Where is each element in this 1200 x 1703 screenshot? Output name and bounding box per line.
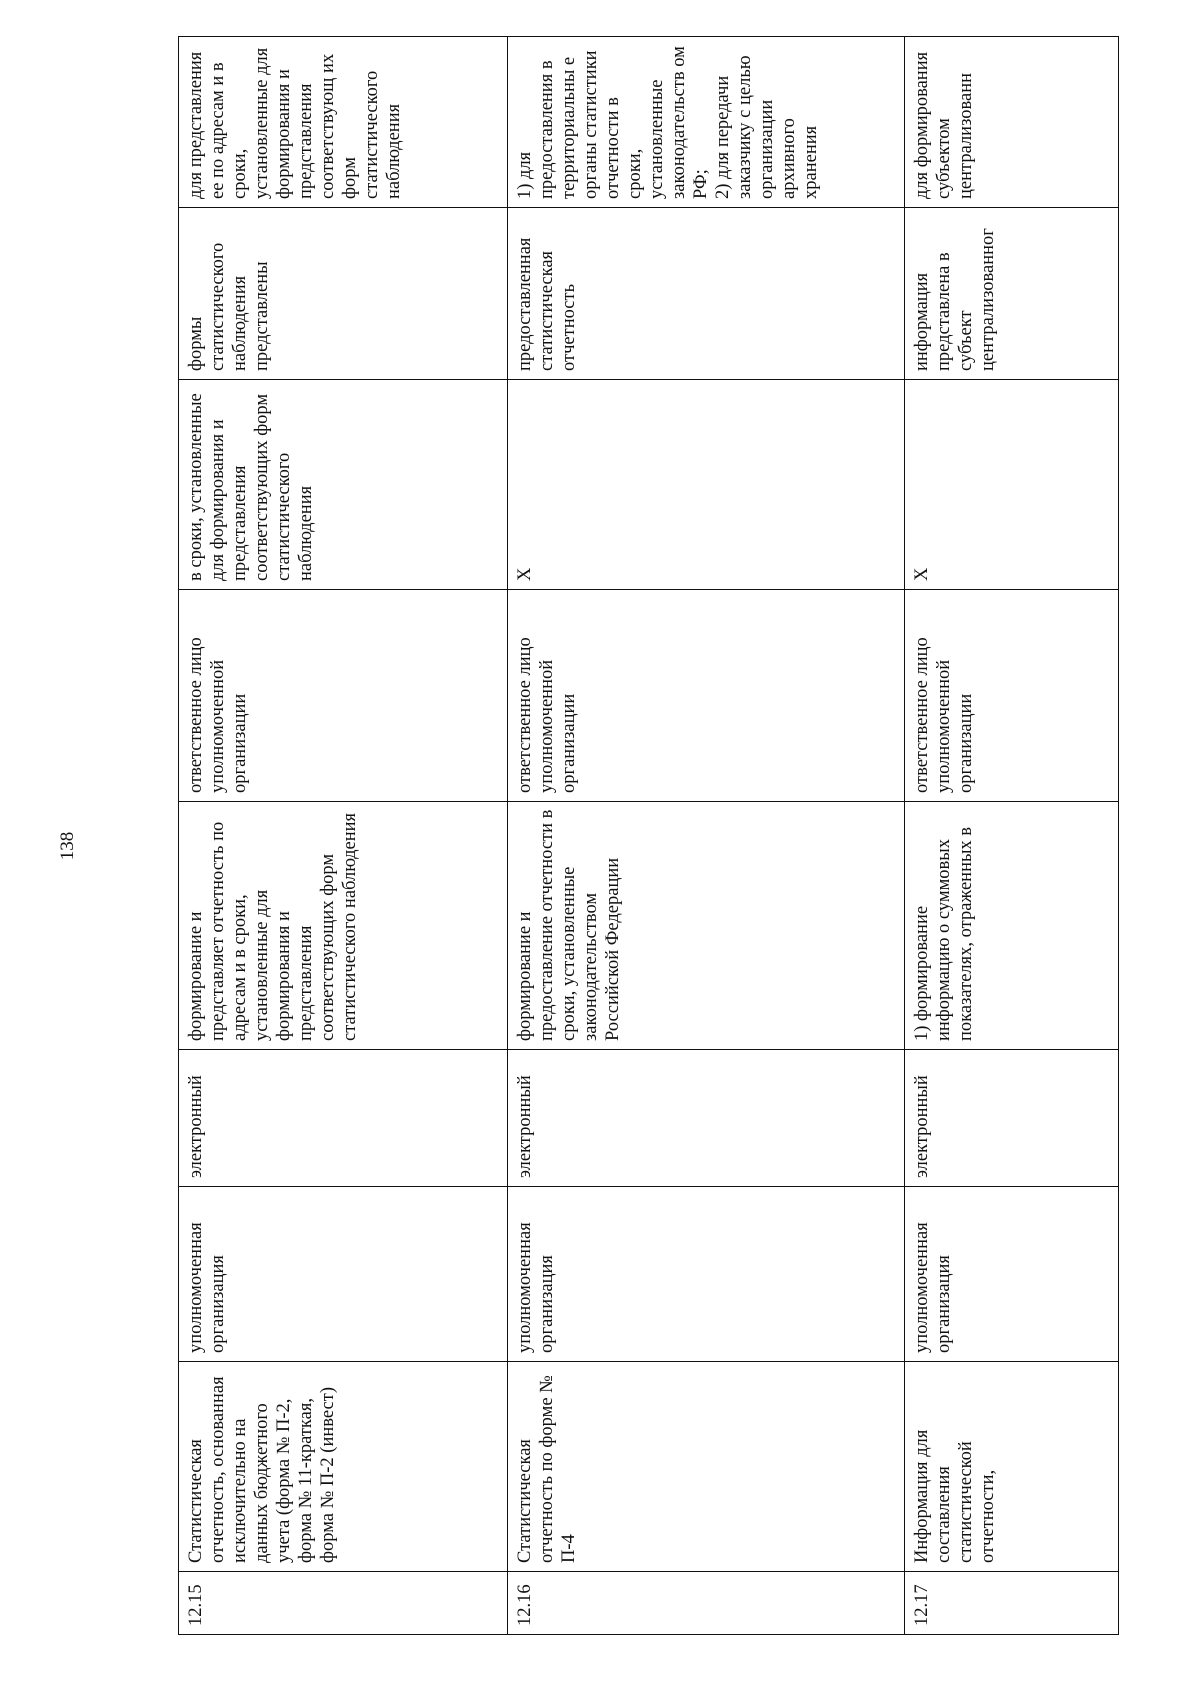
procedure-cell: формирование и предоставление отчетности в сроки, установленные законодательством Российской Федерации xyxy=(508,802,905,1050)
responsible-cell: ответственное лицо уполномоченной организации xyxy=(905,590,1119,802)
result-cell: предоставленная статистическая отчетность xyxy=(508,208,905,380)
usage-cell: 1) для предоставления в территориальны е органы статистики отчетности в сроки, установленные законодательств ом РФ; 2) для передачи заказчику с целью организации архивного хранения xyxy=(508,37,905,208)
deadline-cell: в сроки, установленные для формирования и представления соответствующих форм статистического наблюдения xyxy=(179,380,508,590)
document-name-cell: Статистическая отчетность по форме № П-4 xyxy=(508,1362,905,1572)
row-number-cell: 12.16 xyxy=(508,1572,905,1635)
rotated-table-sheet xyxy=(178,37,1097,1635)
source-cell: уполномоченная организация xyxy=(905,1187,1119,1362)
document-name-cell: Статистическая отчетность, основанная исключительно на данных бюджетного учета (форма № П-2, форма № 11-краткая, форма № П-2 (инвест) xyxy=(179,1362,508,1572)
table-row xyxy=(508,37,905,1635)
result-cell: формы статистического наблюдения представлены xyxy=(179,208,508,380)
page-number: 138 xyxy=(57,831,78,861)
format-cell: электронный xyxy=(508,1050,905,1187)
format-cell: электронный xyxy=(179,1050,508,1187)
row-number-cell: 12.17 xyxy=(905,1572,1119,1635)
source-cell: уполномоченная организация xyxy=(179,1187,508,1362)
deadline-cell: Х xyxy=(905,380,1119,590)
document-name-cell: Информация для составления статистической отчетности, xyxy=(905,1362,1119,1572)
responsible-cell: ответственное лицо уполномоченной организации xyxy=(179,590,508,802)
usage-cell: для формирования субъектом централизованн xyxy=(905,37,1119,208)
result-cell: информация представлена в субъект централизованног xyxy=(905,208,1119,380)
procedure-cell: 1) формирование информацию о суммовых показателях, отраженных в xyxy=(905,802,1119,1050)
format-cell: электронный xyxy=(905,1050,1119,1187)
source-cell: уполномоченная организация xyxy=(508,1187,905,1362)
deadline-cell: Х xyxy=(508,380,905,590)
procedure-cell: формирование и представляет отчетность по адресам и в сроки, установленные для формирования и представления соответствующих форм статистического наблюдения xyxy=(179,802,508,1050)
usage-cell: для представления ее по адресам и в сроки, установленные для формирования и представления соответствующ их форм статистического наблюдения xyxy=(179,37,508,208)
statistical-reporting-table xyxy=(178,36,1119,1635)
row-number-cell: 12.15 xyxy=(179,1572,508,1635)
table-row xyxy=(905,37,1119,1635)
table-row xyxy=(179,37,508,1635)
responsible-cell: ответственное лицо уполномоченной организации xyxy=(508,590,905,802)
